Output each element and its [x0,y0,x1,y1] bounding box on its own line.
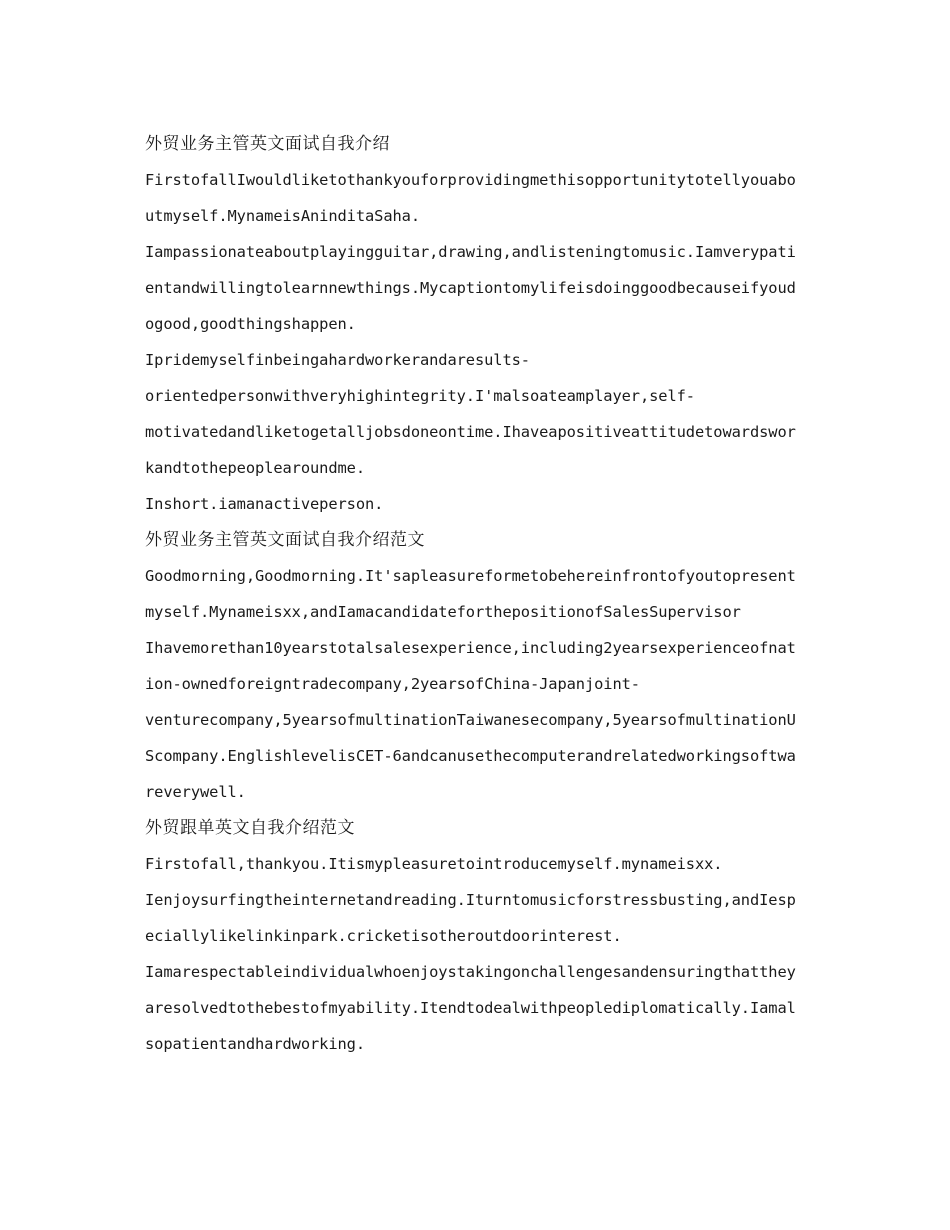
section-heading: 外贸业务主管英文面试自我介绍范文 [145,530,425,550]
text-line: Ihavemorethan10yearstotalsalesexperience,including2yearsexperienceofnat [145,639,796,657]
text-line: Goodmorning,Goodmorning.It'sapleasureformetobehereinfrontofyoutopresent [145,567,796,585]
text-line: entandwillingtolearnnewthings.Mycaptiontomylifeisdoinggoodbecauseifyoud [145,279,796,297]
text-line: kandtothepeoplearoundme. [145,459,365,477]
text-line: Scompany.EnglishlevelisCET-6andcanusethecomputerandrelatedworkingsoftwa [145,747,796,765]
text-line: Ienjoysurfingtheinternetandreading.Iturntomusicforstressbusting,andIesp [145,891,796,909]
text-line: Iamarespectableindividualwhoenjoystakingonchallengesandensuringthatthey [145,963,796,981]
text-line: reverywell. [145,783,246,801]
text-line: eciallylikelinkinpark.cricketisotheroutdoorinterest. [145,927,622,945]
text-line: FirstofallIwouldliketothankyouforprovidingmethisopportunitytotellyouabo [145,171,796,189]
text-line: venturecompany,5yearsofmultinationTaiwanesecompany,5yearsofmultinationU [145,711,796,729]
text-line: myself.Mynameisxx,andIamacandidateforthepositionofSalesSupervisor [145,603,741,621]
text-line: aresolvedtothebestofmyability.Itendtodealwithpeoplediplomatically.Iamal [145,999,796,1017]
text-line: Ipridemyselfinbeingahardworkerandaresults- [145,351,530,369]
text-line: Firstofall,thankyou.Itismypleasuretointroducemyself.mynameisxx. [145,855,723,873]
text-line: ion-ownedforeigntradecompany,2yearsofChina-Japanjoint- [145,675,640,693]
section-heading: 外贸业务主管英文面试自我介绍 [145,134,390,154]
text-line: motivatedandliketogetalljobsdoneontime.Ihaveapositiveattitudetowardswor [145,423,796,441]
section-heading: 外贸跟单英文自我介绍范文 [145,818,355,838]
text-line: utmyself.MynameisAninditaSaha. [145,207,420,225]
text-line: orientedpersonwithveryhighintegrity.I'malsoateamplayer,self- [145,387,695,405]
text-line: ogood,goodthingshappen. [145,315,356,333]
document-body [145,126,815,1062]
text-line: sopatientandhardworking. [145,1035,365,1053]
text-line: Inshort.iamanactiveperson. [145,495,384,513]
text-line: Iampassionateaboutplayingguitar,drawing,andlisteningtomusic.Iamverypati [145,243,796,261]
